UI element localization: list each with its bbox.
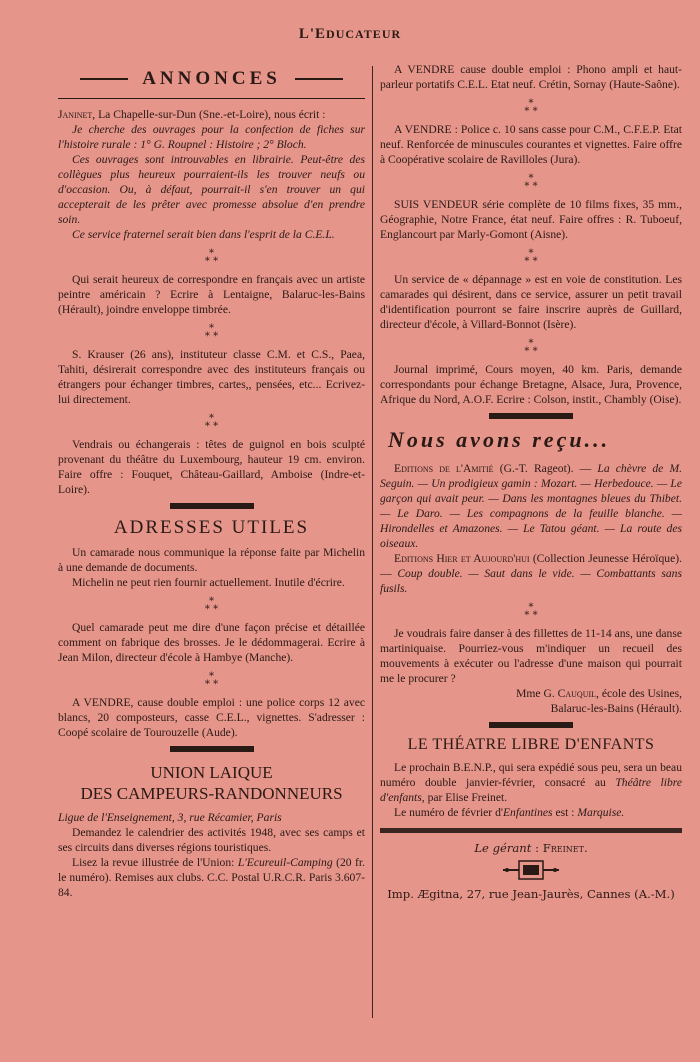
gerant-line: Le gérant : Freinet. bbox=[474, 841, 588, 855]
separator-asterism: * * * bbox=[204, 671, 219, 690]
janinet-intro: Janinet, La Chapelle-sur-Dun (Sne.-et-Loire), nous écrit : bbox=[58, 108, 326, 121]
printer-logo-icon bbox=[501, 859, 561, 881]
heading-rule bbox=[58, 98, 365, 99]
ad-danse: Je voudrais faire danser à des fillettes de 11-14 ans, une danse martiniquaise. Pourriez-vous m'indiquer un recueil des mouvements à exécuter ou l'adresse d'une maison qui pourrait me le procurer ? bbox=[380, 627, 682, 685]
janinet-name: Janinet bbox=[58, 108, 93, 121]
editions-amitie: Editions de l'Amitié (G.-T. Rageot). — La chèvre de M. Seguin. — Un prodigieux gamin : Mozart. — Herbedouce. — Le garçon qui avait peur. — Dans les montagnes bleues du Thibet. — Le Daro. — Les compagnons de la feuille blanche. — Hirondelles et Amazones. — Le Tatou géant. — La route des oiseaux. bbox=[380, 462, 682, 550]
editions-hier: Editions Hier et Aujourd'hui (Collection Jeunesse Héroïque). — Coup double. — Saut dans le vide. — Combattants sans fusils. bbox=[380, 552, 682, 595]
separator-asterism: * * * bbox=[524, 98, 538, 117]
ad-vendre-police: A VENDRE, cause double emploi : une police corps 12 avec blancs, 20 composteurs, casse C.E.L., vignettes. S'adresser : Coopé scolaire de Tourouzelle (Aude). bbox=[58, 696, 365, 739]
janinet-quote-2: Ces ouvrages sont introuvables en librairie. Peut-être des collègues plus heureux pourraient-ils les trouver neufs ou d'occasion. Ou, à défaut, pourrait-il s'en trouver un qui accepterait de les prêter avec promesse absolue d'en prendre soin. bbox=[58, 153, 365, 226]
header-title-initials: L'E bbox=[298, 26, 327, 42]
heading-dash-left bbox=[80, 78, 128, 80]
signature-line-1: Mme G. Cauquil, école des Usines, bbox=[516, 687, 682, 700]
hier-titles: Coup double. — Saut dans le vide. — Combattants sans fusils. bbox=[380, 567, 682, 595]
ad-journal: Journal imprimé, Cours moyen, 40 km. Paris, demande correspondants pour échange Bretagne, Alsace, Jura, Provence, Afrique du Nord, A.O.F. Ecrire : Colson, instit., Chambly (Oise). bbox=[380, 363, 682, 406]
ad-vendre-phono: A VENDRE cause double emploi : Phono ampli et haut-parleur portatifs C.E.L. Etat neuf. Crétin, Sornay (Haute-Saône). bbox=[380, 63, 682, 91]
separator-asterism: * * * bbox=[204, 248, 219, 267]
ad-vendre-police-jura: A VENDRE : Police c. 10 sans casse pour C.M., C.F.E.P. Etat neuf. Renforcée de minuscules courantes et vignettes. Faire offre à Coopérative scolaire de Ravilloles (Jura). bbox=[380, 123, 682, 166]
separator-asterism: * * * bbox=[524, 338, 538, 357]
signature-line-2: Balaruc-les-Bains (Hérault). bbox=[550, 702, 682, 715]
section-bar bbox=[170, 746, 254, 752]
ad-vendeur-films: SUIS VENDEUR série complète de 10 films fixes, 35 mm., Géographie, Notre France, état neuf. Faire offres : R. Tuboeuf, Englancourt par Marly-Gomont (Aisne). bbox=[380, 198, 682, 241]
janinet-quote-3: Ce service fraternel serait bien dans l'esprit de la C.E.L. bbox=[72, 228, 335, 241]
ad-depannage: Un service de « dépannage » est en voie de constitution. Les camarades qui désirent, dans ce service, assurer un petit travail d'identification pourront se faire inscrire auprès de Guillard, directeur d'école, à Villard-Bonnot (Isère). bbox=[380, 273, 682, 331]
section-bar bbox=[489, 722, 573, 728]
right-column bbox=[380, 62, 682, 901]
left-column bbox=[58, 62, 365, 900]
column-divider bbox=[372, 66, 373, 1018]
imprint-line: Imp. Ægitna, 27, rue Jean-Jaurès, Cannes (A.-M.) bbox=[387, 887, 675, 901]
union-title bbox=[58, 762, 365, 804]
union-para-2: Lisez la revue illustrée de l'Union: L'Ecureuil-Camping (20 fr. le numéro). Remises aux clubs. C.C. Postal U.R.C.R. Paris 3.607-84. bbox=[58, 856, 365, 899]
separator-asterism: * * * bbox=[524, 248, 538, 267]
theatre-title: LE THÉATRE LIBRE D'ENFANTS bbox=[407, 736, 655, 753]
union-title-line-2: DES CAMPEURS-RANDONNEURS bbox=[80, 784, 343, 803]
union-revue-title: L'Ecureuil-Camping bbox=[237, 856, 333, 869]
amitie-titles: La chèvre de M. Seguin. — Un prodigieux gamin : Mozart. — Herbedouce. — Le garçon qui avait peur. — Dans les montagnes bleues du Thibet. — Le Daro. — Les compagnons de la feuille blanche. — Hirondelles et Amazones. — Le Tatou géant. — La route des oiseaux. bbox=[380, 462, 682, 550]
ad-lentaigne: Qui serait heureux de correspondre en français avec un artiste peintre américain ? Ecrire à Lentaigne, Balaruc-les-Bains (Hérault), joindre enveloppe timbrée. bbox=[58, 273, 365, 316]
page-header bbox=[0, 26, 700, 43]
amitie-label: Editions de l'Amitié bbox=[394, 462, 494, 475]
michelin-para-1: Un camarade nous communique la réponse faite par Michelin à une demande de documents. bbox=[58, 546, 365, 574]
footer-bar bbox=[380, 828, 682, 833]
section-bar bbox=[489, 413, 573, 419]
union-ligue: Ligue de l'Enseignement, 3, rue Récamier, Paris bbox=[58, 811, 282, 824]
theatre-para-1: Le prochain B.E.N.P., qui sera expédié sous peu, sera un beau numéro double janvier-février, consacré au Théâtre libre d'enfants, par Elise Freinet. bbox=[380, 761, 682, 804]
ad-brosses: Quel camarade peut me dire d'une façon précise et détaillée comment on fabrique des brosses. Je le dédommagerai. Ecrire à Jean Milon, directeur d'école à Hambye (Manche). bbox=[58, 621, 365, 664]
hier-label: Editions Hier et Aujourd'hui bbox=[394, 552, 530, 565]
union-title-line-1: UNION LAIQUE bbox=[150, 763, 273, 782]
separator-asterism: * * * bbox=[524, 602, 538, 621]
ad-guignol: Vendrais ou échangerais : têtes de guignol en bois sculpté provenant du théâtre du Luxembourg, hauteur 19 cm. environ. Faire offre : Fouquet, Château-Gaillard, Amboise (Indre-et-Loire). bbox=[58, 438, 365, 496]
annonces-title: ANNONCES bbox=[142, 68, 281, 89]
annonces-heading bbox=[58, 68, 365, 90]
separator-asterism: * * * bbox=[204, 413, 219, 432]
janinet-quote-1: Je cherche des ouvrages pour la confection de fiches sur l'histoire rurale : 1° G. Roupnel : Histoire ; 2° Bloch. bbox=[58, 123, 365, 151]
section-bar bbox=[170, 503, 254, 509]
theatre-para-2: Le numéro de février d'Enfantines est : Marquise. bbox=[394, 806, 625, 819]
separator-asterism: * * * bbox=[204, 596, 219, 615]
michelin-para-2: Michelin ne peut rien fournir actuellement. Inutile d'écrire. bbox=[72, 576, 345, 589]
adresses-title: ADRESSES UTILES bbox=[113, 517, 310, 538]
header-title-rest: DUCATEUR bbox=[326, 27, 402, 41]
recu-title: Nous avons reçu... bbox=[388, 427, 611, 452]
ad-krauser: S. Krauser (26 ans), instituteur classe C.M. et C.S., Paea, Tahiti, désirerait correspondre avec des instituteurs français ou étrangers pour échanger timbres, cartes,, pensées, etc... Ecrivez-lui directement. bbox=[58, 348, 365, 406]
heading-dash-right bbox=[295, 78, 343, 80]
separator-asterism: * * * bbox=[524, 173, 538, 192]
union-para-1: Demandez le calendrier des activités 1948, avec ses camps et ses circuits dans diverses régions touristiques. bbox=[58, 826, 365, 854]
separator-asterism: * * * bbox=[204, 323, 219, 342]
